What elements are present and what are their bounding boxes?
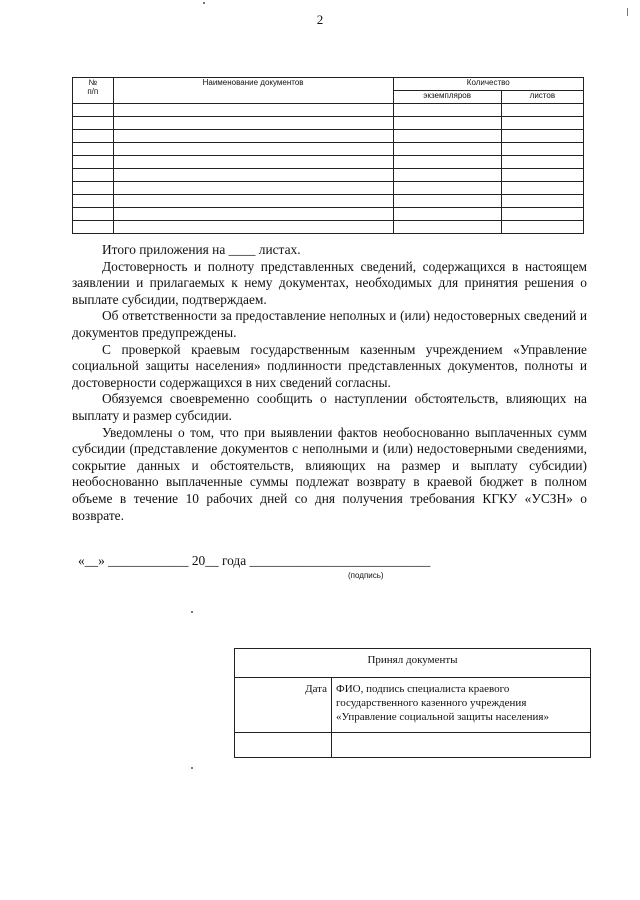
statement-text bbox=[72, 242, 587, 524]
header-quantity: Количество bbox=[393, 78, 583, 91]
cell-copies bbox=[393, 117, 501, 130]
table-row bbox=[73, 182, 584, 195]
cell-sheets bbox=[501, 104, 583, 117]
received-title: Принял документы bbox=[235, 649, 591, 678]
header-copies: экземпляров bbox=[393, 91, 501, 104]
cell-number bbox=[73, 117, 114, 130]
cell-copies bbox=[393, 208, 501, 221]
cell-name bbox=[113, 117, 393, 130]
scan-speck bbox=[191, 767, 193, 769]
cell-sheets bbox=[501, 182, 583, 195]
table-row bbox=[73, 221, 584, 234]
cell-number bbox=[73, 195, 114, 208]
cell-name bbox=[113, 156, 393, 169]
cell-copies bbox=[393, 221, 501, 234]
cell-copies bbox=[393, 195, 501, 208]
cell-number bbox=[73, 104, 114, 117]
cell-sheets bbox=[501, 195, 583, 208]
cell-sheets bbox=[501, 208, 583, 221]
table-row bbox=[73, 156, 584, 169]
date-signature-line: «__» ____________ 20__ года ___________________________ bbox=[78, 553, 431, 568]
cell-copies bbox=[393, 143, 501, 156]
table-row bbox=[73, 143, 584, 156]
cell-number bbox=[73, 156, 114, 169]
date-cell bbox=[235, 733, 332, 758]
scan-speck bbox=[203, 2, 205, 4]
cell-copies bbox=[393, 104, 501, 117]
documents-table bbox=[72, 77, 584, 234]
cell-sheets bbox=[501, 169, 583, 182]
header-number: № п/п bbox=[73, 78, 114, 104]
liability-paragraph: Об ответственности за предоставление неполных и (или) недостоверных сведений и документов предупреждены. bbox=[72, 308, 587, 340]
specialist-label: ФИО, подпись специалиста краевого государственного казенного учреждения «Управление социальной защиты населения» bbox=[332, 678, 591, 733]
cell-copies bbox=[393, 169, 501, 182]
table-row bbox=[73, 195, 584, 208]
date-label: Дата bbox=[235, 678, 332, 733]
table-row bbox=[73, 130, 584, 143]
table-row bbox=[73, 169, 584, 182]
table-row bbox=[73, 117, 584, 130]
cell-sheets bbox=[501, 117, 583, 130]
cell-name bbox=[113, 221, 393, 234]
signature-cell bbox=[332, 733, 591, 758]
header-document-name: Наименование документов bbox=[113, 78, 393, 104]
cell-number bbox=[73, 169, 114, 182]
cell-name bbox=[113, 195, 393, 208]
signature-caption: (подпись) bbox=[348, 571, 384, 580]
cell-copies bbox=[393, 182, 501, 195]
cell-number bbox=[73, 208, 114, 221]
cell-sheets bbox=[501, 156, 583, 169]
cell-sheets bbox=[501, 143, 583, 156]
cell-copies bbox=[393, 130, 501, 143]
cell-copies bbox=[393, 156, 501, 169]
cell-number bbox=[73, 143, 114, 156]
cell-name bbox=[113, 130, 393, 143]
cell-name bbox=[113, 143, 393, 156]
cell-number bbox=[73, 221, 114, 234]
cell-number bbox=[73, 182, 114, 195]
cell-number bbox=[73, 130, 114, 143]
received-documents-table bbox=[234, 648, 591, 758]
accuracy-confirmation-paragraph: Достоверность и полноту представленных сведений, содержащихся в настоящем заявлении и прилагаемых к нему документах, необходимых для принятия решения о выплате субсидии, подтверждаем. bbox=[72, 258, 587, 307]
cell-sheets bbox=[501, 130, 583, 143]
header-sheets: листов bbox=[501, 91, 583, 104]
attachment-total-paragraph: Итого приложения на ____ листах. bbox=[102, 242, 301, 257]
refund-notice-paragraph: Уведомлены о том, что при выявлении фактов необоснованно выплаченных сумм субсидии (представление документов с неполными и (или) недостоверными сведениями, сокрытие данных и обстоятельств, влияющих на размер и выплату субсидии) необоснованно выплаченные суммы подлежат возврату в краевой бюджет в полном объеме в течение 10 рабочих дней со дня получения требования КГКУ «УСЗН» о возврате. bbox=[72, 424, 587, 523]
cell-name bbox=[113, 182, 393, 195]
cell-name bbox=[113, 104, 393, 117]
table-row bbox=[73, 208, 584, 221]
cell-sheets bbox=[501, 221, 583, 234]
cell-name bbox=[113, 169, 393, 182]
scan-speck bbox=[191, 611, 193, 613]
verification-consent-paragraph: С проверкой краевым государственным казенным учреждением «Управление социальной защиты населения» подлинности представленных документов, полноты и достоверности содержащихся в них сведений согласны. bbox=[72, 341, 587, 390]
scan-speck bbox=[627, 8, 628, 16]
table-row bbox=[73, 104, 584, 117]
notification-obligation-paragraph: Обязуемся своевременно сообщить о наступлении обстоятельств, влияющих на выплату и размер субсидии. bbox=[72, 391, 587, 423]
page-number: 2 bbox=[316, 12, 324, 27]
cell-name bbox=[113, 208, 393, 221]
